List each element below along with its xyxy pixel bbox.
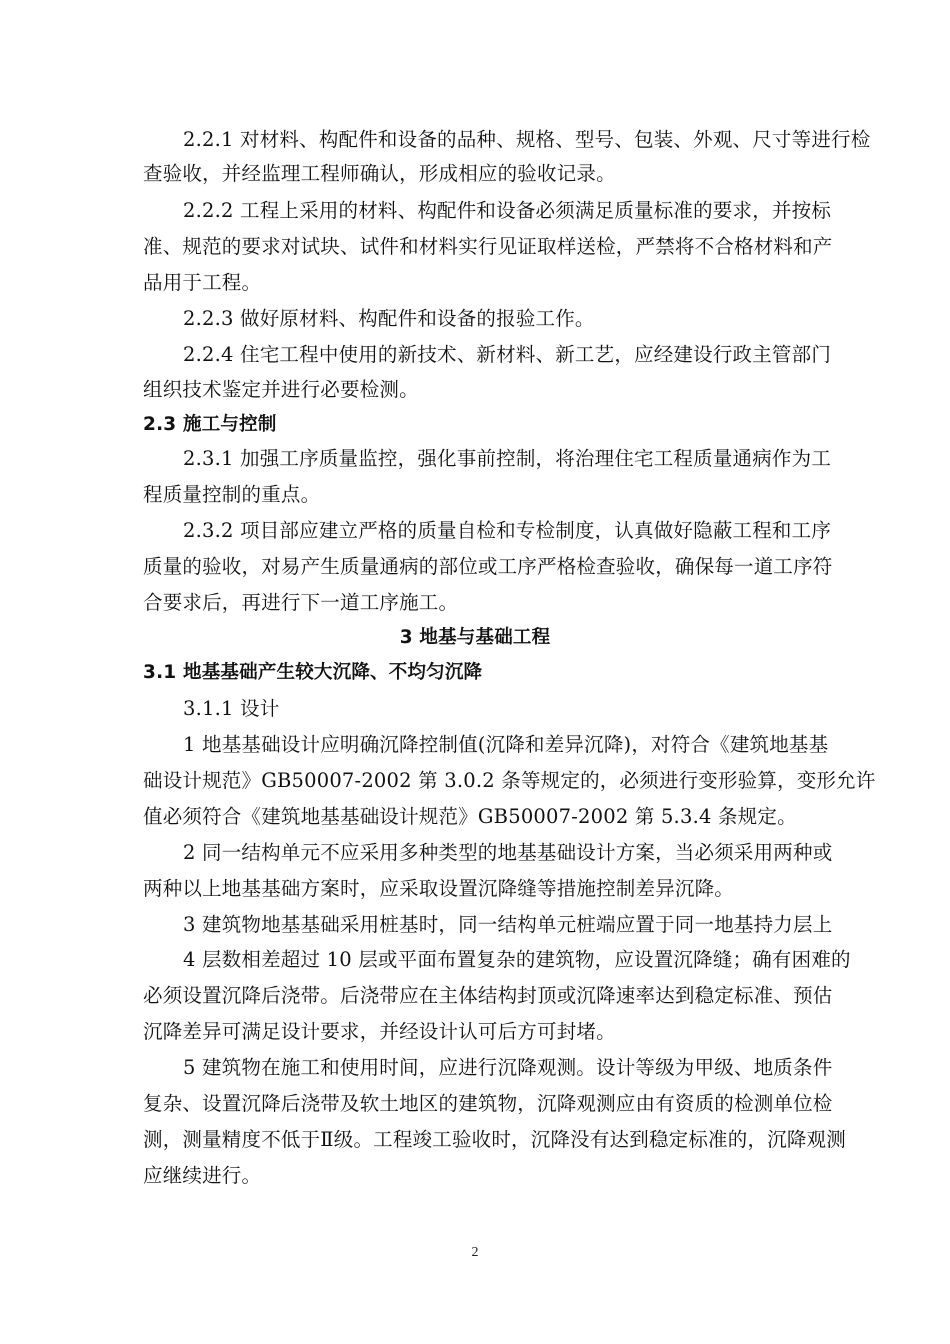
chapter-heading: 3 地基与基础工程 [399,627,551,648]
text-line: 两种以上地基基础方案时，应采取设置沉降缝等措施控制差异沉降。 [143,877,735,900]
text-line: 2.2.2 工程上采用的材料、构配件和设备必须满足质量标准的要求，并按标 [183,199,832,222]
text-line: 质量的验收，对易产生质量通病的部位或工序严格检查验收，确保每一道工序符 [143,555,833,578]
text-line: 2.2.1 对材料、构配件和设备的品种、规格、型号、包装、外观、尺寸等进行检 [183,128,871,151]
text-line: 查验收，并经监理工程师确认，形成相应的验收记录。 [143,162,616,185]
page-number: 2 [471,1245,479,1260]
section-heading: 2.3 施工与控制 [143,414,277,435]
subsection-heading: 3.1.1 设计 [183,697,280,720]
text-line: 2.2.4 住宅工程中使用的新技术、新材料、新工艺，应经建设行政主管部门 [183,343,832,366]
text-line: 值必须符合《建筑地基基础设计规范》GB50007-2002 第 5.3.4 条规定。 [143,805,797,828]
section-heading: 3.1 地基基础产生较大沉降、不均匀沉降 [143,662,483,683]
text-line: 5 建筑物在施工和使用时间，应进行沉降观测。设计等级为甲级、地质条件 [183,1056,833,1079]
text-line: 准、规范的要求对试块、试件和材料实行见证取样送检，严禁将不合格材料和产 [143,235,833,258]
text-line: 程质量控制的重点。 [143,483,321,506]
text-line: 应继续进行。 [143,1164,262,1187]
text-line: 2.3.2 项目部应建立严格的质量自检和专检制度，认真做好隐蔽工程和工序 [183,519,832,542]
text-line: 4 层数相差超过 10 层或平面布置复杂的建筑物，应设置沉降缝；确有困难的 [183,948,851,971]
text-line: 1 地基基础设计应明确沉降控制值(沉降和差异沉降)，对符合《建筑地基基 [183,733,829,756]
text-line: 3 建筑物地基基础采用桩基时，同一结构单元桩端应置于同一地基持力层上 [183,913,833,936]
text-line: 测，测量精度不低于Ⅱ级。工程竣工验收时，沉降没有达到稳定标准的，沉降观测 [143,1128,846,1151]
text-line: 2.3.1 加强工序质量监控，强化事前控制，将治理住宅工程质量通病作为工 [183,447,832,470]
text-line: 沉降差异可满足设计要求，并经设计认可后方可封堵。 [143,1020,616,1043]
text-line: 础设计规范》GB50007-2002 第 3.0.2 条等规定的，必须进行变形验算，变形允许 [143,769,876,792]
text-line: 2 同一结构单元不应采用多种类型的地基基础设计方案，当必须采用两种或 [183,841,833,864]
text-line: 品用于工程。 [143,271,262,294]
text-line: 合要求后，再进行下一道工序施工。 [143,591,459,614]
text-line: 组织技术鉴定并进行必要检测。 [143,378,419,401]
text-line: 2.2.3 做好原材料、构配件和设备的报验工作。 [183,307,595,330]
text-line: 复杂、设置沉降后浇带及软土地区的建筑物，沉降观测应由有资质的检测单位检 [143,1092,833,1115]
text-line: 必须设置沉降后浇带。后浇带应在主体结构封顶或沉降速率达到稳定标准、预估 [143,984,833,1007]
